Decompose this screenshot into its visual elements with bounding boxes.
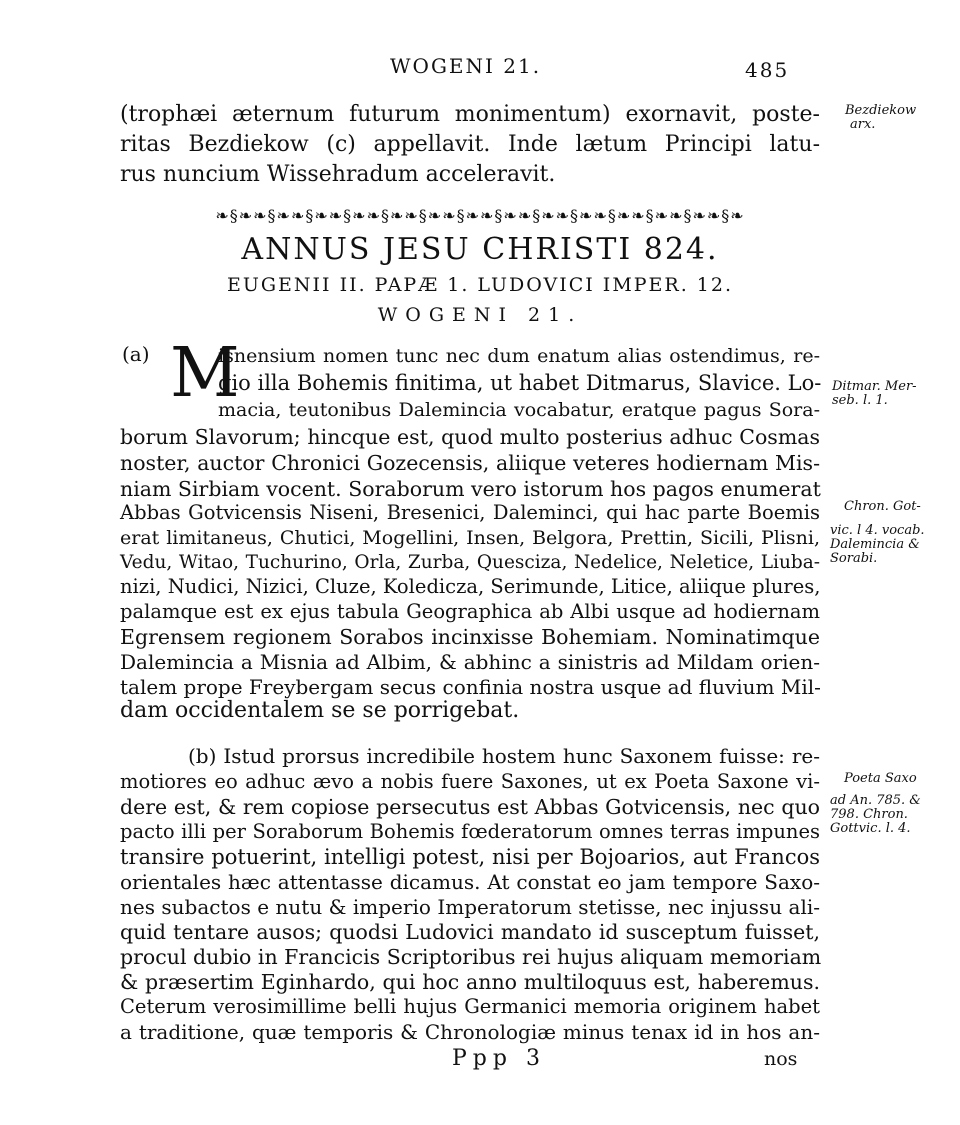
margin-note-ditmar: Ditmar. Mer- seb. l. 1.	[832, 379, 917, 408]
note-b-line: transire potuerint, intelligi potest, nisi per Bojoarios, aut Francos	[120, 845, 820, 869]
page-number: 485	[745, 58, 790, 82]
note-b-line: Ceterum verosimillime belli hujus Germanici memoria originem habet	[120, 995, 820, 1018]
note-a-line: palamque est ex ejus tabula Geographica ab Albi usque ad hodiernam	[120, 600, 820, 623]
note-a-line: borum Slavorum; hincque est, quod multo posterius adhuc Cosmas	[120, 425, 820, 449]
note-b-line: motiores eo adhuc ævo a nobis fuere Saxones, ut ex Poeta Saxone vi-	[120, 770, 820, 793]
margin-note-bezdiekow: Bezdiekow arx.	[845, 103, 917, 132]
note-a-line: gio illa Bohemis finitima, ut habet Ditmarus, Slavice. Lo-	[218, 371, 822, 395]
section-subtitle: EUGENII II. PAPÆ 1. LUDOVICI IMPER. 12.	[226, 274, 734, 296]
note-a-line: Vedu, Witao, Tuchurino, Orla, Zurba, Quesciza, Nedelice, Neletice, Liuba-	[120, 552, 820, 573]
note-b-line: pacto illi per Soraborum Bohemis fœderatorum omnes terras impunes	[120, 820, 820, 843]
note-a-line: isnensium nomen tunc nec dum enatum alias ostendimus, re-	[218, 345, 820, 367]
note-a-marker: (a)	[122, 342, 150, 366]
note-a-line: macia, teutonibus Dalemincia vocabatur, eratque pagus Sora-	[218, 399, 820, 421]
note-b-line: nes subactos e nutu & imperio Imperatorum stetisse, nec injussu ali-	[120, 895, 820, 919]
note-b-line: (b) Istud prorsus incredibile hostem hunc Saxonem fuisse: re-	[188, 744, 820, 768]
note-a-line: Abbas Gotvicensis Niseni, Bresenici, Daleminci, qui hac parte Boemis	[120, 501, 820, 524]
note-b-line: a traditione, quæ temporis & Chronologiæ minus tenax id in hos an-	[120, 1020, 820, 1044]
drop-cap: M	[170, 334, 240, 413]
note-b-line: orientales hæc attentasse dicamus. At constat eo jam tempore Saxo-	[120, 870, 820, 894]
note-b-line: & præsertim Eginhardo, qui hoc anno multiloquus est, haberemus.	[120, 970, 820, 994]
note-a-line: talem prope Freybergam secus confinia nostra usque ad fluvium Mil-	[120, 675, 821, 699]
intro-line-3: rus nuncium Wissehradum acceleravit.	[120, 162, 556, 187]
note-b-line: quid tentare ausos; quodsi Ludovici mandato id susceptum fuisset,	[120, 920, 820, 944]
catchword: nos	[764, 1048, 798, 1070]
margin-note-chron-gotvic: Chron. Got- vic. l 4. vocab. Dalemincia & Sorabi.	[830, 499, 925, 566]
intro-line-1: (trophæi æternum futurum monimentum) exornavit, poste-	[120, 102, 820, 127]
ornament-rule: ❧§❧❧§❧❧§❧❧§❧❧§❧❧§❧❧§❧❧§❧❧§❧❧§❧❧§❧❧§❧❧§❧❧§❧	[215, 206, 745, 225]
note-b-line: procul dubio in Francicis Scriptoribus rei hujus aliquam memoriam	[120, 945, 822, 969]
note-a-line: niam Sirbiam vocent. Soraborum vero istorum hos pagos enumerat	[120, 477, 821, 501]
section-title: ANNUS JESU CHRISTI 824.	[241, 232, 719, 267]
note-a-line: dam occidentalem se se porrigebat.	[120, 698, 520, 723]
signature-mark: Ppp 3	[452, 1046, 546, 1071]
note-b-line: dere est, & rem copiose persecutus est Abbas Gotvicensis, nec quo	[120, 795, 820, 819]
note-a-line: Dalemincia a Misnia ad Albim, & abhinc a sinistris ad Mildam orien-	[120, 650, 820, 674]
running-title: WOGENI 21.	[390, 54, 542, 78]
section-subtitle-2: WOGENI 21.	[377, 304, 583, 326]
note-a-line: nizi, Nudici, Nizici, Cluze, Koledicza, Serimunde, Litice, aliique plures,	[120, 575, 821, 598]
note-a-line: noster, auctor Chronici Gozecensis, aliique veteres hodiernam Mis-	[120, 451, 820, 475]
note-a-line: erat limitaneus, Chutici, Mogellini, Insen, Belgora, Prettin, Sicili, Plisni,	[120, 527, 820, 549]
intro-line-2: ritas Bezdiekow (c) appellavit. Inde lætum Principi latu-	[120, 132, 820, 157]
margin-note-poeta-saxo: Poeta Saxo ad An. 785. & 798. Chron. Gottvic. l. 4.	[830, 771, 921, 836]
note-a-line: Egrensem regionem Sorabos incinxisse Bohemiam. Nominatimque	[120, 625, 820, 649]
